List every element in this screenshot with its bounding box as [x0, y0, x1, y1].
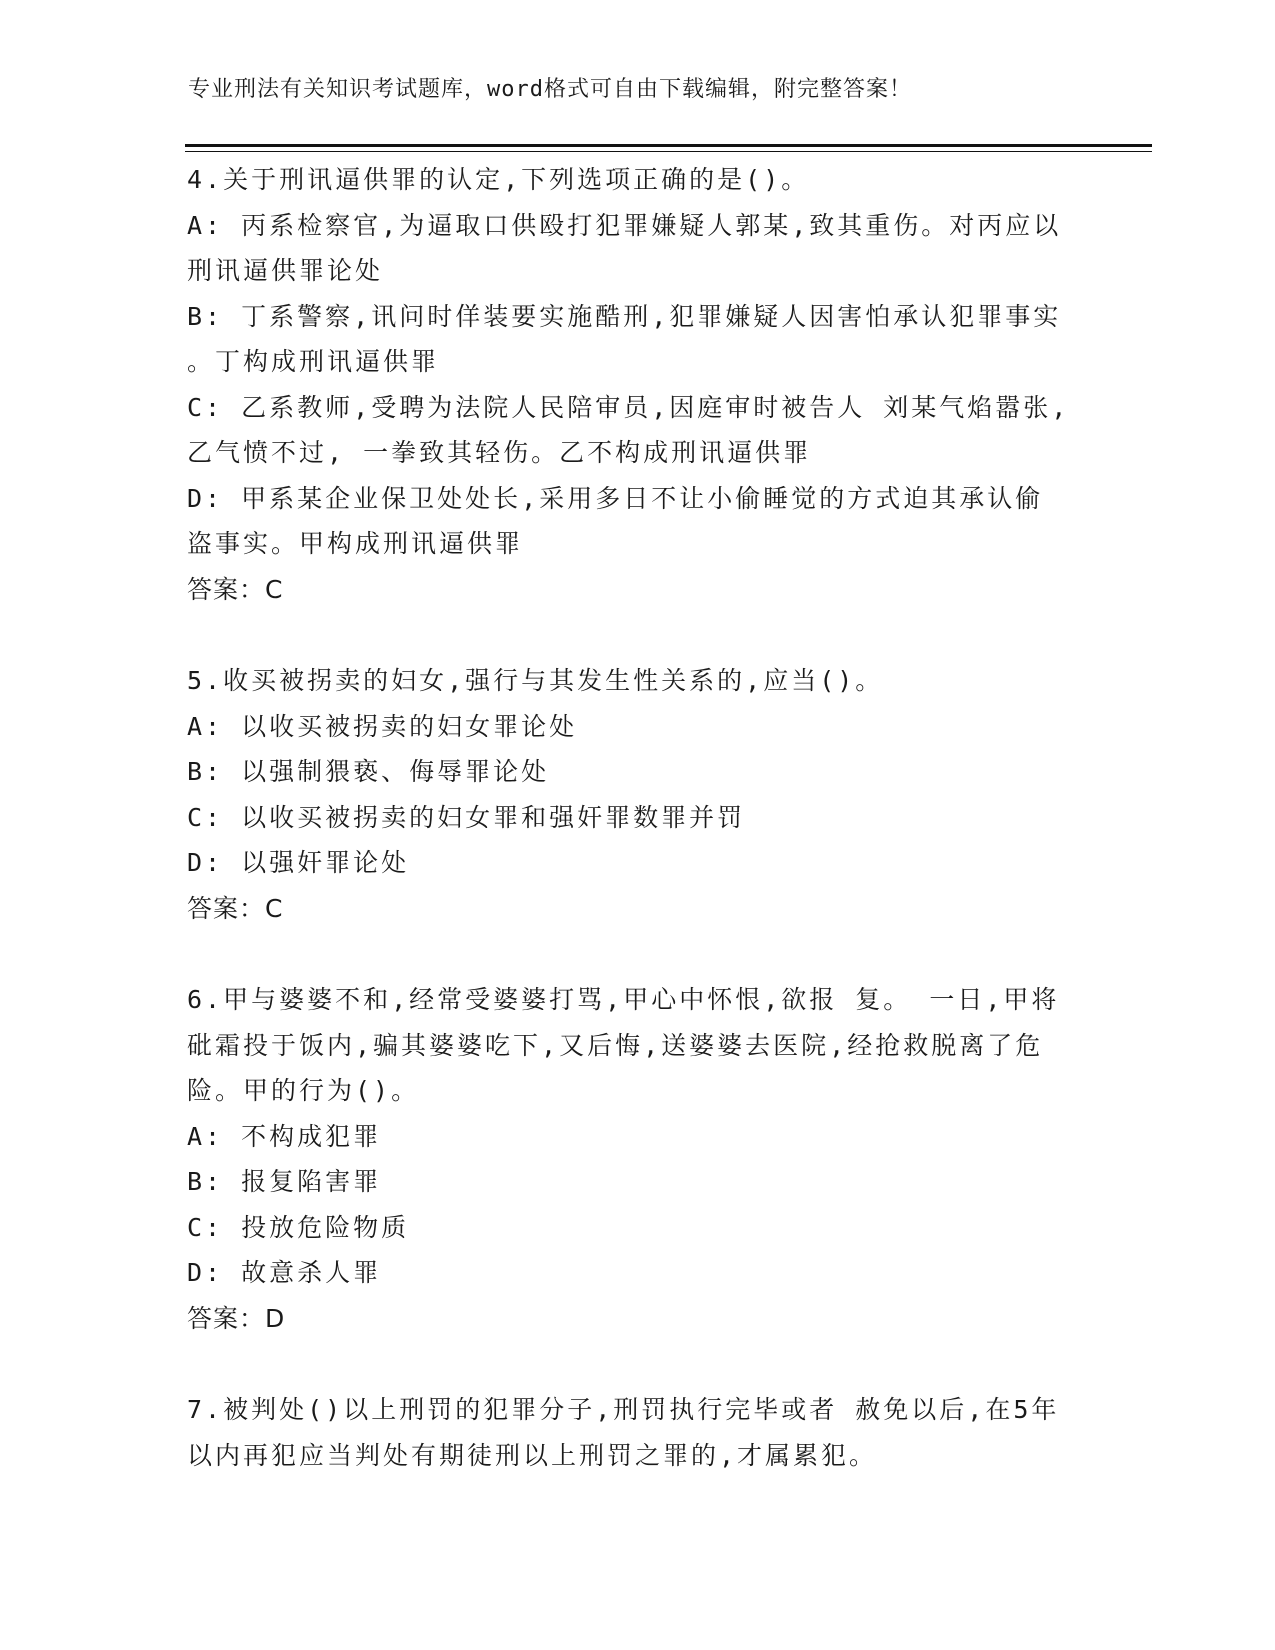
option-b-continued: 。丁构成刑讯逼供罪 — [187, 347, 440, 376]
question-list — [187, 157, 1087, 1524]
answer-line: 答案：C — [187, 574, 284, 604]
option-a: A: 丙系检察官,为逼取口供殴打犯罪嫌疑人郭某,致其重伤。对丙应以 — [187, 210, 1062, 240]
question-stem: 7.被判处()以上刑罚的犯罪分子,刑罚执行完毕或者 赦免以后,在5年 — [187, 1395, 1060, 1424]
question-stem: 5.收买被拐卖的妇女,强行与其发生性关系的,应当()。 — [187, 666, 884, 695]
page-header: 专业刑法有关知识考试题库，word格式可自由下载编辑，附完整答案！ — [188, 77, 912, 102]
question-stem-continued: 险。甲的行为()。 — [187, 1076, 420, 1105]
question-stem-continued: 砒霜投于饭内,骗其婆婆吃下,又后悔,送婆婆去医院,经抢救脱离了危 — [187, 1030, 1044, 1060]
question-4 — [187, 157, 1087, 612]
option-b: B: 以强制猥亵、侮辱罪论处 — [187, 757, 550, 786]
answer-line: 答案：D — [187, 1303, 286, 1333]
header-rule-thick — [185, 144, 1152, 147]
option-d: D: 故意杀人罪 — [187, 1258, 382, 1287]
option-a: A: 不构成犯罪 — [187, 1121, 382, 1151]
option-c-continued: 乙气愤不过, 一拳致其轻伤。乙不构成刑讯逼供罪 — [187, 438, 812, 467]
header-rule-thin — [185, 151, 1152, 152]
option-b: B: 丁系警察,讯问时佯装要实施酷刑,犯罪嫌疑人因害怕承认犯罪事实 — [187, 301, 1062, 331]
question-7 — [187, 1387, 1087, 1478]
question-stem: 6.甲与婆婆不和,经常受婆婆打骂,甲心中怀恨,欲报 复。 一日,甲将 — [187, 985, 1060, 1014]
question-5 — [187, 658, 1087, 931]
option-c: C: 以收买被拐卖的妇女罪和强奸罪数罪并罚 — [187, 802, 746, 832]
option-d: D: 甲系某企业保卫处处长,采用多日不让小偷睡觉的方式迫其承认偷 — [187, 483, 1044, 513]
question-stem-continued: 以内再犯应当判处有期徒刑以上刑罚之罪的,才属累犯。 — [187, 1440, 878, 1470]
option-d: D: 以强奸罪论处 — [187, 848, 410, 877]
option-b: B: 报复陷害罪 — [187, 1167, 382, 1196]
option-c: C: 乙系教师,受聘为法院人民陪审员,因庭审时被告人 刘某气焰嚣张, — [187, 392, 1070, 422]
question-stem: 4.关于刑讯逼供罪的认定,下列选项正确的是()。 — [187, 165, 810, 194]
option-a: A: 以收买被拐卖的妇女罪论处 — [187, 711, 578, 741]
option-a-continued: 刑讯逼供罪论处 — [187, 256, 384, 285]
question-6 — [187, 977, 1087, 1341]
option-d-continued: 盗事实。甲构成刑讯逼供罪 — [187, 529, 524, 558]
answer-line: 答案：C — [187, 893, 284, 923]
option-c: C: 投放危险物质 — [187, 1212, 410, 1242]
